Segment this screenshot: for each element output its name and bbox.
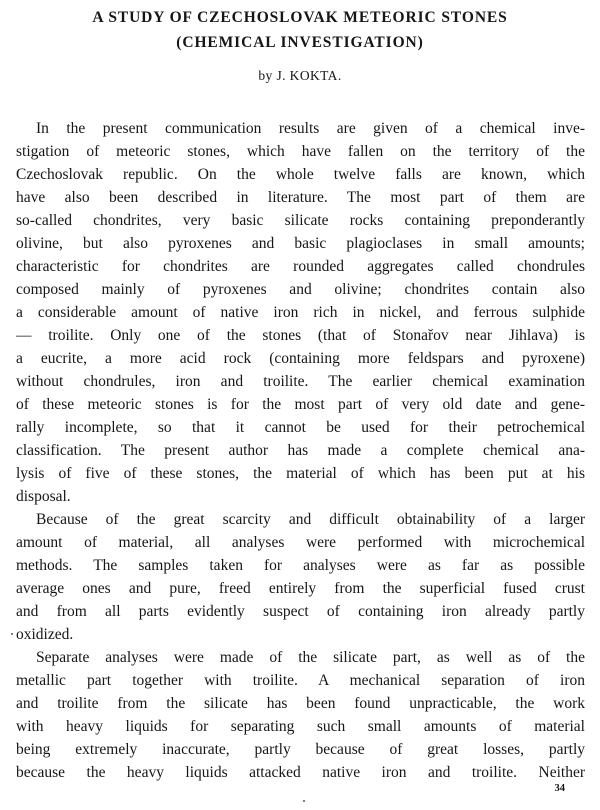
text-line: with heavy liquids for separating such small amounts of material (16, 718, 585, 735)
text-line: Separate analyses were made of the silicate part, as well as of the (36, 649, 585, 666)
text-line: — troilite. Only one of the stones (that of Stonařov near Jihlava) is (16, 327, 585, 344)
scan-speck (11, 633, 13, 635)
text-line: lysis of five of these stones, the material of which has been put at his (16, 465, 585, 482)
text-line: stigation of meteoric stones, which have fallen on the territory of the (16, 143, 585, 160)
text-line: and from all parts evidently suspect of containing iron already partly (16, 603, 585, 620)
text-line: olivine, but also pyroxenes and basic plagioclases in small amounts; (16, 235, 585, 252)
text-line: because the heavy liquids attacked native iron and troilite. Neither (16, 764, 585, 781)
text-line: a eucrite, a more acid rock (containing more feldspars and pyroxene) (16, 350, 585, 367)
text-line: metallic part together with troilite. A mechanical separation of iron (16, 672, 585, 689)
text-line: characteristic for chondrites are rounded aggregates called chondrules (16, 258, 585, 275)
article-title-line-2: (CHEMICAL INVESTIGATION) (176, 34, 424, 51)
text-line: rally incomplete, so that it cannot be used for their petrochemical (16, 419, 585, 436)
text-line: composed mainly of pyroxenes and olivine; chondrites contain also (16, 281, 585, 298)
text-line: Because of the great scarcity and difficult obtainability of a larger (36, 511, 585, 528)
text-line: a considerable amount of native iron rich in nickel, and ferrous sulphide (16, 304, 585, 321)
text-line: being extremely inaccurate, partly because of great losses, partly (16, 741, 585, 758)
text-line: amount of material, all analyses were performed with microchemical (16, 534, 585, 551)
text-line: Czechoslovak republic. On the whole twelve falls are known, which (16, 166, 585, 183)
text-line: without chondrules, iron and troilite. The earlier chemical examination (16, 373, 585, 390)
text-line: In the present communication results are given of a chemical inve- (36, 120, 585, 137)
text-line: so-called chondrites, very basic silicate rocks containing preponderantly (16, 212, 585, 229)
scan-speck (303, 800, 305, 802)
text-line: of these meteoric stones is for the most part of very old date and gene- (16, 396, 585, 413)
text-line: methods. The samples taken for analyses were as far as possible (16, 557, 585, 574)
text-line: have also been described in literature. The most part of them are (16, 189, 585, 206)
page-number: 34 (554, 783, 565, 794)
author-byline: by J. KOKTA. (258, 68, 342, 83)
text-line: average ones and pure, freed entirely from the superficial fused crust (16, 580, 585, 597)
text-line: and troilite from the silicate has been found unpracticable, the work (16, 695, 585, 712)
text-line: oxidized. (16, 626, 74, 643)
text-line: disposal. (16, 488, 71, 505)
text-line: classification. The present author has made a complete chemical ana- (16, 442, 585, 459)
article-title-line-1: A STUDY OF CZECHOSLOVAK METEORIC STONES (92, 9, 508, 26)
